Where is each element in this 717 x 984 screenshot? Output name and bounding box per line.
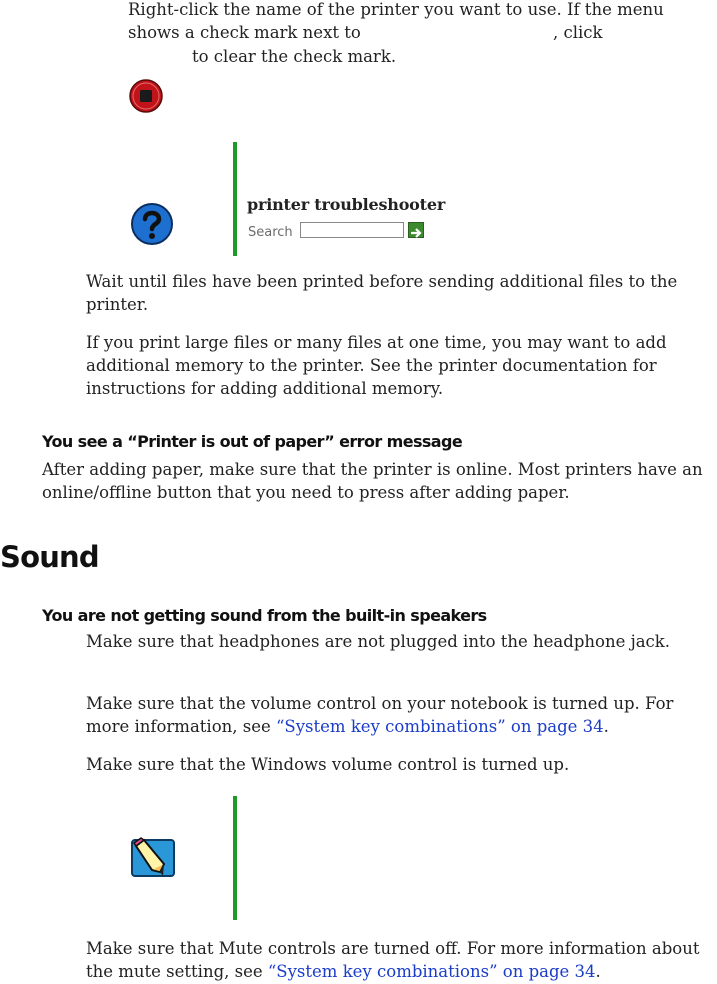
volume-paragraph-end: . — [603, 717, 609, 736]
pencil-note-icon — [130, 836, 176, 878]
sound-subheading: You are not getting sound from the built-in speakers — [42, 606, 487, 625]
search-label: Search — [248, 225, 293, 240]
help-box-divider — [233, 142, 237, 256]
help-icon — [130, 202, 174, 246]
memory-paragraph: If you print large files or many files at one time, you may want to add additional memory to the printer. See the printer documentation for instructions for adding additional memory. — [86, 333, 667, 398]
mute-paragraph-end: . — [595, 962, 601, 981]
step-text-line-2: shows a check mark next to — [128, 23, 361, 42]
stop-icon — [128, 78, 164, 114]
step-text-line-3: to clear the check mark. — [192, 47, 397, 66]
paper-paragraph: After adding paper, make sure that the printer is online. Most printers have an online/offline button that you need to press after adding paper. — [42, 460, 703, 502]
tip-box-divider — [233, 796, 237, 920]
search-go-button[interactable] — [408, 222, 424, 238]
section-title-sound: Sound — [0, 540, 99, 574]
step-text-line-2b: , click — [553, 23, 603, 42]
system-key-link-2[interactable]: “System key combinations” on page 34 — [267, 962, 596, 981]
system-key-link-1[interactable]: “System key combinations” on page 34 — [276, 717, 604, 736]
step-text-line-1: Right-click the name of the printer you want to use. If the menu — [128, 0, 664, 19]
volume-paragraph-text: Make sure that the volume control on your notebook is turned up. For more information, see — [86, 694, 674, 736]
mute-paragraph-text: Make sure that Mute controls are turned off. For more information about the mute setting, see — [86, 939, 700, 981]
wait-paragraph: Wait until files have been printed before sending additional files to the printer. — [86, 272, 678, 314]
paper-error-heading: You see a “Printer is out of paper” error message — [42, 432, 463, 451]
headphones-paragraph: Make sure that headphones are not plugged into the headphone jack. — [86, 632, 671, 651]
windows-volume-paragraph: Make sure that the Windows volume control is turned up. — [86, 755, 570, 774]
volume-paragraph — [86, 692, 717, 738]
mute-paragraph — [86, 937, 717, 983]
help-box-title: printer troubleshooter — [247, 195, 446, 214]
search-input[interactable] — [300, 222, 404, 238]
arrow-right-icon — [409, 226, 423, 240]
